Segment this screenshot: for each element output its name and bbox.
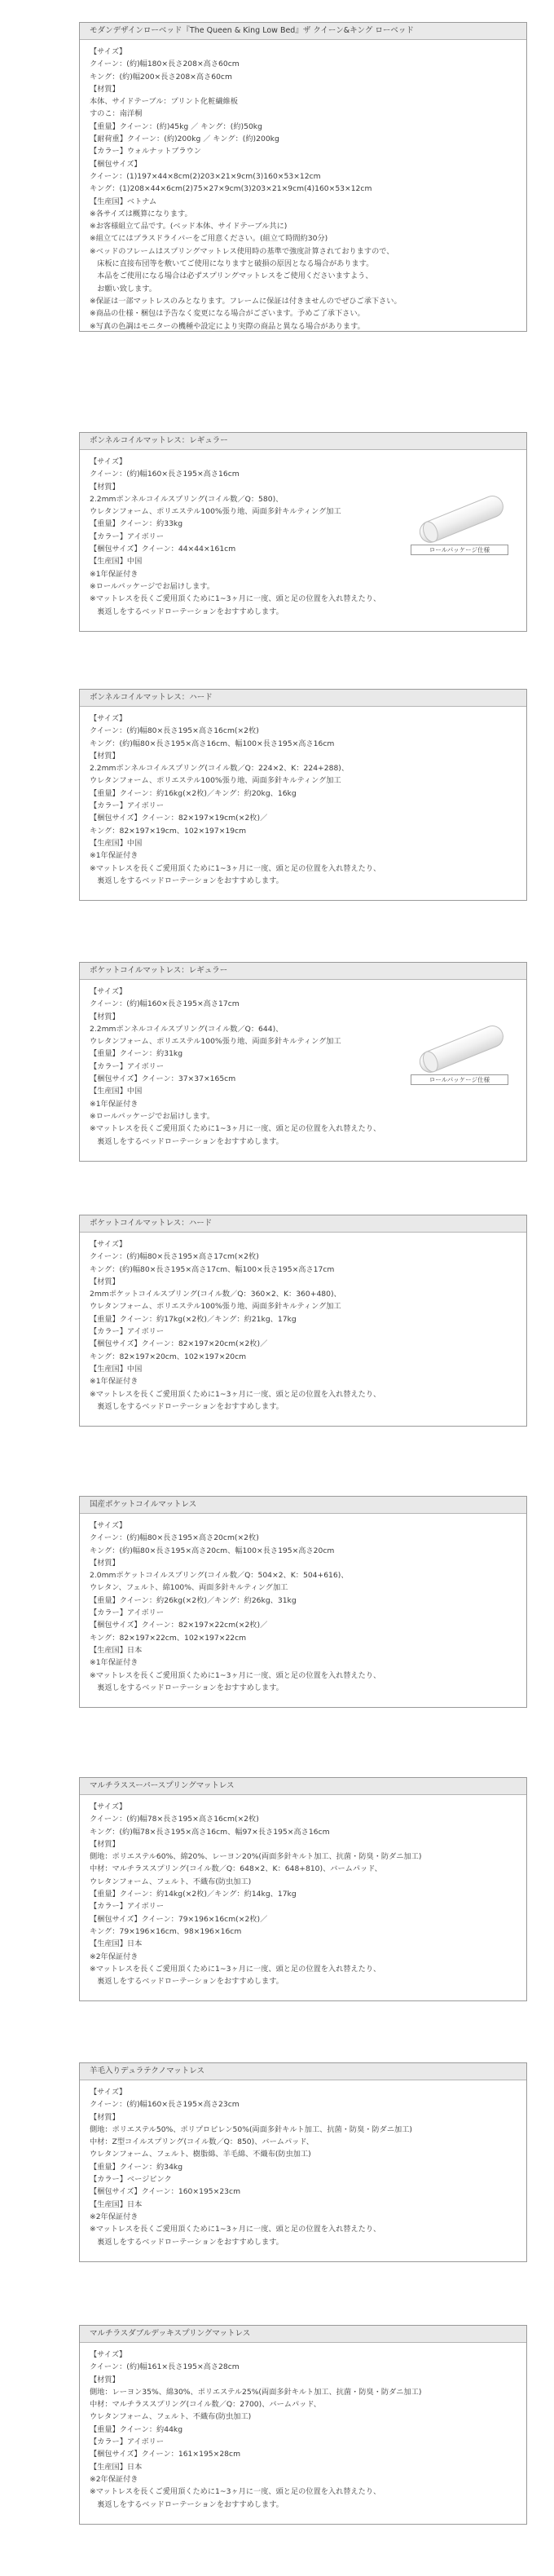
spec-line: 【生産国】中国 xyxy=(90,1087,143,1096)
spec-line: ※写真の色調はモニターの機種や設定により実際の商品と異なる場合があります。 xyxy=(90,321,365,331)
spec-section-multilath-super xyxy=(79,1777,527,2001)
section-body xyxy=(80,1514,526,1694)
spec-line: 裏返しをするベッドローテーションをおすすめします。 xyxy=(90,876,284,885)
section-body xyxy=(80,1795,526,1987)
spec-line: 【梱包サイズ】クイーン：82×197×22cm(×2枚)／ xyxy=(90,1621,268,1630)
spec-line: 【材質】 xyxy=(90,1277,120,1286)
spec-line: 本品をご使用になる場合は必ずスプリングマットレスをご使用くださいますよう、 xyxy=(90,271,373,281)
section-body xyxy=(80,2343,526,2511)
spec-line: ウレタンフォーム、フェルト、不織布(防虫加工) xyxy=(90,1877,252,1886)
spec-line: ※マットレスを長くご愛用頂くために1~3ヶ月に一度、頭と足の位置を入れ替えたり、 xyxy=(90,1124,381,1134)
spec-line: ※ロールパッケージでお届けします。 xyxy=(90,1111,214,1121)
section-title: ポケットコイルマットレス：レギュラー xyxy=(80,963,526,980)
spec-line: 【重量】クイーン：約17kg(×2枚)／キング：約21kg、17kg xyxy=(90,1314,297,1324)
spec-line: 【生産国】中国 xyxy=(90,557,143,567)
spec-line: 【カラー】ベージピンク xyxy=(90,2175,172,2185)
spec-line: ※マットレスを長くご愛用頂くために1~3ヶ月に一度、頭と足の位置を入れ替えたり、 xyxy=(90,2487,381,2497)
section-title: ボンネルコイルマットレス：レギュラー xyxy=(80,433,526,450)
spec-line: クイーン：(約)幅180×長さ208×高さ60cm xyxy=(90,60,240,69)
spec-line: 【カラー】アイボリー xyxy=(90,1608,165,1618)
spec-line: キング：(約)幅80×長さ195×高さ17cm、幅100×長さ195×高さ17cm xyxy=(90,1264,335,1274)
spec-line: 裏返しをするベッドローテーションをおすすめします。 xyxy=(90,1977,284,1987)
spec-line: 【生産国】中国 xyxy=(90,838,143,848)
roll-package-figure xyxy=(411,1024,512,1085)
spec-line: 側地：ポリエステル60%、綿20%、レーヨン20%(両面多針キルト加工、抗菌・防臭・防ダニ加工) xyxy=(90,1852,422,1862)
spec-line: 【カラー】アイボリー xyxy=(90,1902,165,1912)
spec-line: 【重量】クイーン：約33kg xyxy=(90,519,183,529)
spec-line: 【重量】クイーン：(約)45kg ／ キング：(約)50kg xyxy=(90,121,262,131)
spec-line: 【サイズ】 xyxy=(90,1521,127,1530)
spec-line: クイーン：(約)幅80×長さ195×高さ20cm(×2枚) xyxy=(90,1533,259,1543)
spec-line: ウレタンフォーム、フェルト、樹脂綿、羊毛綿、不織布(防虫加工) xyxy=(90,2150,311,2159)
spec-line: 【カラー】ウォルナットブラウン xyxy=(90,147,201,157)
spec-line: ※1年保証付き xyxy=(90,1099,138,1109)
spec-line: 【材質】 xyxy=(90,2375,120,2384)
spec-line: 【重量】クイーン：約16kg(×2枚)／キング：約20kg、16kg xyxy=(90,788,297,798)
section-title: マルチラスダブルデッキスプリングマットレス xyxy=(80,2326,526,2343)
spec-line: ※保証は一部マットレスのみとなります。フレームに保証は付きませんのでぜひご承下さい。 xyxy=(90,296,402,306)
spec-line: キング：(約)幅78×長さ195×高さ16cm、幅97×長さ195×高さ16cm xyxy=(90,1827,330,1837)
spec-line: 2.2mmボンネルコイルスプリング(コイル数／Q：224×2、K：224+288)、 xyxy=(90,764,350,774)
spec-line: クイーン：(約)幅78×長さ195×高さ16cm(×2枚) xyxy=(90,1815,259,1824)
spec-line: お願い致します。 xyxy=(90,284,156,293)
spec-line: 本体、サイドテーブル：プリント化粧繊維板 xyxy=(90,97,238,107)
spec-line: 【梱包サイズ】クイーン：37×37×165cm xyxy=(90,1074,236,1084)
spec-line: 【重量】クイーン：約31kg xyxy=(90,1049,183,1059)
spec-line: 【サイズ】 xyxy=(90,47,127,56)
spec-line: ※お客様組立て品です。(ベッド本体、サイドテーブル共に) xyxy=(90,222,288,232)
spec-line: キング：79×196×16cm、98×196×16cm xyxy=(90,1926,242,1936)
spec-line: ※1年保証付き xyxy=(90,1658,138,1668)
spec-section-multilath-double-deck xyxy=(79,2325,527,2525)
spec-line: 【梱包サイズ】クイーン：79×196×16cm(×2枚)／ xyxy=(90,1914,268,1924)
spec-line: 【カラー】アイボリー xyxy=(90,2437,165,2447)
spec-line: 裏返しをするベッドローテーションをおすすめします。 xyxy=(90,2499,284,2509)
spec-line: キング：(1)208×44×6cm(2)75×27×9cm(3)203×21×9cm(4)160×53×12cm xyxy=(90,184,372,194)
spec-line: ウレタンフォーム、ポリエステル100%張り地、両面多針キルティング加工 xyxy=(90,1302,341,1312)
spec-line: ※1年保証付き xyxy=(90,851,138,861)
spec-line: 【梱包サイズ】クイーン：44×44×161cm xyxy=(90,545,236,554)
spec-line: ※ベッドのフレームはスプリングマットレス使用時の基準で強度計算されておりますので、 xyxy=(90,246,394,256)
spec-line: ※2年保証付き xyxy=(90,1952,138,1961)
spec-line: 【重量】クイーン：約26kg(×2枚)／キング：約26kg、31kg xyxy=(90,1595,297,1605)
rolled-mattress-icon xyxy=(411,1024,512,1073)
spec-line: クイーン：(約)幅160×長さ195×高さ23cm xyxy=(90,2100,240,2110)
spec-line: 【重量】クイーン：約14kg(×2枚)／キング：約14kg、17kg xyxy=(90,1890,297,1899)
spec-line: 【材質】 xyxy=(90,2112,120,2122)
spec-line: 【材質】 xyxy=(90,84,120,94)
spec-line: キング：(約)幅80×長さ195×高さ20cm、幅100×長さ195×高さ20cm xyxy=(90,1546,335,1555)
spec-line: 【カラー】アイボリー xyxy=(90,1327,165,1337)
spec-line: 側地：レーヨン35%、綿30%、ポリエステル25%(両面多針キルト加工、抗菌・防臭・防ダニ加工) xyxy=(90,2387,422,2397)
spec-line: クイーン：(約)幅80×長さ195×高さ17cm(×2枚) xyxy=(90,1252,259,1262)
spec-line: 2.2mmボンネルコイルスプリング(コイル数／Q：580)、 xyxy=(90,494,284,504)
spec-line: 【カラー】アイボリー xyxy=(90,801,165,811)
spec-line: 【カラー】アイボリー xyxy=(90,532,165,541)
spec-line: 【生産国】日本 xyxy=(90,1645,143,1655)
spec-line: 【サイズ】 xyxy=(90,987,127,996)
spec-line: 【重量】クイーン：約34kg xyxy=(90,2162,183,2172)
spec-section-bonnell-regular xyxy=(79,432,527,632)
spec-line: ※マットレスを長くご愛用頂くために1~3ヶ月に一度、頭と足の位置を入れ替えたり、 xyxy=(90,594,381,604)
spec-line: 2.2mmボンネルコイルスプリング(コイル数／Q：644)、 xyxy=(90,1024,284,1034)
spec-line: キング：82×197×19cm、102×197×19cm xyxy=(90,826,247,836)
spec-section-pocket-hard xyxy=(79,1215,527,1427)
spec-line: 【生産国】日本 xyxy=(90,2462,143,2472)
spec-line: 【梱包サイズ】クイーン：161×195×28cm xyxy=(90,2450,241,2459)
spec-line: 【サイズ】 xyxy=(90,1240,127,1249)
roll-package-caption: ロールパッケージ仕様 xyxy=(411,545,508,555)
spec-line: 裏返しをするベッドローテーションをおすすめします。 xyxy=(90,1136,284,1146)
spec-line: ※1年保証付き xyxy=(90,569,138,579)
section-body xyxy=(80,40,526,333)
spec-line: キング：(約)幅200×長さ208×高さ60cm xyxy=(90,72,232,82)
spec-line: 【サイズ】 xyxy=(90,2350,127,2359)
spec-line: ウレタンフォーム、フェルト、不織布(防虫加工) xyxy=(90,2412,252,2422)
section-body xyxy=(80,707,526,887)
spec-line: 中材：マルチラススプリング(コイル数／Q：648×2、K：648+810)、バームパッド、 xyxy=(90,1864,382,1874)
spec-line: キング：82×197×20cm、102×197×20cm xyxy=(90,1352,247,1361)
spec-line: ※マットレスを長くご愛用頂くために1~3ヶ月に一度、頭と足の位置を入れ替えたり、 xyxy=(90,1670,381,1680)
spec-line: 【材質】 xyxy=(90,1839,120,1849)
spec-section-domestic-pocket xyxy=(79,1496,527,1708)
spec-line: クイーン：(約)幅160×長さ195×高さ16cm xyxy=(90,470,240,479)
spec-line: クイーン：(約)幅160×長さ195×高さ17cm xyxy=(90,999,240,1009)
spec-line: ※マットレスを長くご愛用頂くために1~3ヶ月に一度、頭と足の位置を入れ替えたり、 xyxy=(90,863,381,873)
spec-line: 裏返しをするベッドローテーションをおすすめします。 xyxy=(90,607,284,616)
spec-section-low-bed xyxy=(79,22,527,332)
spec-line: ※組立てにはプラスドライバーをご用意ください。(組立て時間約30分) xyxy=(90,234,328,244)
spec-line: 側地：ポリエステル50%、ポリプロピレン50%(両面多針キルト加工、抗菌・防臭・防ダニ加工) xyxy=(90,2124,412,2134)
spec-line: 【サイズ】 xyxy=(90,2088,127,2097)
spec-line: ウレタンフォーム、ポリエステル100%張り地、両面多針キルティング加工 xyxy=(90,776,341,786)
spec-line: 【カラー】アイボリー xyxy=(90,1061,165,1071)
spec-line: 【梱包サイズ】クイーン：82×197×19cm(×2枚)／ xyxy=(90,814,268,823)
spec-line: ※マットレスを長くご愛用頂くために1~3ヶ月に一度、頭と足の位置を入れ替えたり、 xyxy=(90,2225,381,2234)
spec-line: 【材質】 xyxy=(90,751,120,761)
spec-line: 【材質】 xyxy=(90,1012,120,1021)
section-title: マルチラススーパースプリングマットレス xyxy=(80,1778,526,1795)
spec-line: 【サイズ】 xyxy=(90,457,127,466)
roll-package-caption: ロールパッケージ仕様 xyxy=(411,1074,508,1085)
spec-line: 【サイズ】 xyxy=(90,714,127,723)
spec-line: キング：(約)幅80×長さ195×高さ16cm、幅100×長さ195×高さ16cm xyxy=(90,739,335,748)
spec-line: 床板に直接布団等を敷いてご使用になりますと破損の原因となる場合があります。 xyxy=(90,259,374,269)
spec-line: ※2年保証付き xyxy=(90,2474,138,2484)
spec-line: クイーン：(約)幅80×長さ195×高さ16cm(×2枚) xyxy=(90,726,259,736)
spec-line: 【生産国】中国 xyxy=(90,1364,143,1374)
spec-line: ※ロールパッケージでお届けします。 xyxy=(90,581,214,591)
spec-line: 【生産国】日本 xyxy=(90,1939,143,1949)
spec-line: 【梱包サイズ】 xyxy=(90,159,142,169)
spec-line: 【材質】 xyxy=(90,1558,120,1568)
rolled-mattress-icon xyxy=(411,494,512,543)
spec-section-wool-duratechno xyxy=(79,2062,527,2262)
section-title: 国産ポケットコイルマットレス xyxy=(80,1497,526,1514)
spec-line: ※商品の仕様・梱包は予告なく変更になる場合がございます。予めご了承下さい。 xyxy=(90,309,365,319)
spec-line: 【梱包サイズ】クイーン：160×195×23cm xyxy=(90,2187,241,2197)
section-title: ボンネルコイルマットレス：ハード xyxy=(80,690,526,707)
spec-line: 裏返しをするベッドローテーションをおすすめします。 xyxy=(90,1401,284,1411)
spec-line: クイーン：(約)幅161×長さ195×高さ28cm xyxy=(90,2362,240,2372)
spec-line: キング：82×197×22cm、102×197×22cm xyxy=(90,1633,247,1643)
spec-line: ※マットレスを長くご愛用頂くために1~3ヶ月に一度、頭と足の位置を入れ替えたり、 xyxy=(90,1964,381,1974)
spec-line: すのこ：南洋桐 xyxy=(90,109,143,119)
spec-line: ※各サイズは概算になります。 xyxy=(90,209,192,218)
spec-line: 2.0mmポケットコイルスプリング(コイル数／Q：504×2、K：504+616)、 xyxy=(90,1571,349,1581)
spec-section-pocket-regular xyxy=(79,962,527,1162)
spec-line: ウレタン、フェルト、綿100%、両面多針キルティング加工 xyxy=(90,1583,288,1593)
spec-line: ウレタンフォーム、ポリエステル100%張り地、両面多針キルティング加工 xyxy=(90,507,341,517)
spec-line: クイーン：(1)197×44×8cm(2)203×21×9cm(3)160×53×12cm xyxy=(90,171,321,181)
spec-line: 【生産国】ベトナム xyxy=(90,196,157,206)
spec-line: 裏返しをするベッドローテーションをおすすめします。 xyxy=(90,2237,284,2247)
section-body xyxy=(80,1233,526,1413)
section-title: モダンデザインローベッド『The Queen & King Low Bed』ザ クイーン&キング ローベッド xyxy=(80,23,526,40)
spec-line: 裏返しをするベッドローテーションをおすすめします。 xyxy=(90,1683,284,1692)
spec-line: 中材：Z型コイルスプリング(コイル数／Q：850)、バームパッド、 xyxy=(90,2137,314,2147)
spec-line: 2mmポケットコイルスプリング(コイル数／Q：360×2、K：360+480)、 xyxy=(90,1290,341,1299)
spec-line: 【耐荷重】クイーン：(約)200kg ／ キング：(約)200kg xyxy=(90,135,279,144)
spec-line: 【材質】 xyxy=(90,482,120,492)
spec-section-bonnell-hard xyxy=(79,689,527,901)
spec-line: 【重量】クイーン：約44kg xyxy=(90,2424,183,2434)
spec-line: ウレタンフォーム、ポリエステル100%張り地、両面多針キルティング加工 xyxy=(90,1037,341,1047)
section-body xyxy=(80,2080,526,2248)
spec-line: 【生産国】日本 xyxy=(90,2199,143,2209)
spec-line: ※マットレスを長くご愛用頂くために1~3ヶ月に一度、頭と足の位置を入れ替えたり、 xyxy=(90,1389,381,1399)
section-title: 羊毛入りデュラテクノマットレス xyxy=(80,2063,526,2080)
spec-line: ※2年保証付き xyxy=(90,2212,138,2221)
spec-line: 【サイズ】 xyxy=(90,1802,127,1811)
spec-line: 【梱包サイズ】クイーン：82×197×20cm(×2枚)／ xyxy=(90,1339,268,1349)
spec-line: 中材：マルチラススプリング(コイル数／Q：2700)、バームパッド、 xyxy=(90,2400,321,2410)
roll-package-figure xyxy=(411,494,512,555)
section-title: ポケットコイルマットレス：ハード xyxy=(80,1215,526,1233)
spec-line: ※1年保証付き xyxy=(90,1377,138,1387)
